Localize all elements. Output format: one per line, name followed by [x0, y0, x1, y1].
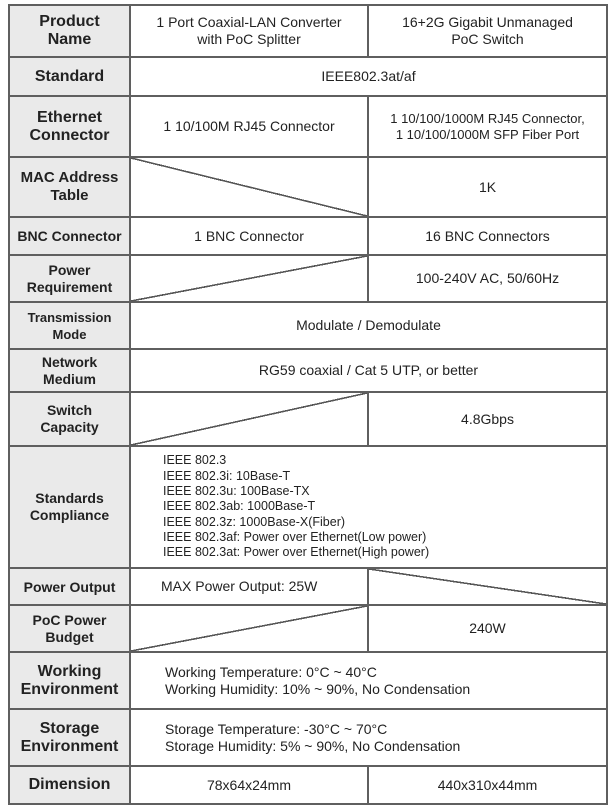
mac-address-table-col1-empty: [130, 157, 368, 217]
label-poc-power-budget: PoC Power Budget: [9, 605, 130, 652]
label-storage-environment: Storage Environment: [9, 709, 130, 766]
label-transmission-mode: Transmission Mode: [9, 302, 130, 349]
switch-capacity-col1-empty: [130, 392, 368, 446]
bnc-connector-col2: 16 BNC Connectors: [368, 217, 607, 255]
label-network-medium: Network Medium: [9, 349, 130, 392]
power-requirement-col2: 100-240V AC, 50/60Hz: [368, 255, 607, 302]
row-working-environment: [9, 652, 607, 709]
row-bnc-connector: [9, 217, 607, 255]
ethernet-connector-col2: 1 10/100/1000M RJ45 Connector, 1 10/100/1000M SFP Fiber Port: [368, 96, 607, 157]
standards-compliance-item: IEEE 802.3i: 10Base-T: [163, 468, 291, 483]
row-power-requirement: [9, 255, 607, 302]
row-product-name: [9, 5, 607, 57]
label-bnc-connector: BNC Connector: [9, 217, 130, 255]
standards-compliance-list: [130, 446, 607, 568]
label-switch-capacity: Switch Capacity: [9, 392, 130, 446]
working-environment-value: Working Temperature: 0°C ~ 40°C Working Humidity: 10% ~ 90%, No Condensation: [130, 652, 607, 709]
transmission-mode-value: Modulate / Demodulate: [130, 302, 607, 349]
network-medium-value: RG59 coaxial / Cat 5 UTP, or better: [130, 349, 607, 392]
standards-compliance-item: IEEE 802.3u: 100Base-TX: [163, 484, 310, 499]
standard-value: IEEE802.3at/af: [130, 57, 607, 96]
poc-power-budget-col2: 240W: [368, 605, 607, 652]
spec-table: [8, 4, 608, 805]
row-poc-power-budget: [9, 605, 607, 652]
ethernet-connector-col1: 1 10/100M RJ45 Connector: [130, 96, 368, 157]
row-transmission-mode: [9, 302, 607, 349]
row-storage-environment: [9, 709, 607, 766]
standards-compliance-item: IEEE 802.3at: Power over Ethernet(High power): [163, 545, 430, 560]
row-mac-address-table: [9, 157, 607, 217]
label-standards-compliance: Standards Compliance: [9, 446, 130, 568]
label-dimension: Dimension: [9, 766, 130, 804]
standards-compliance-item: IEEE 802.3af: Power over Ethernet(Low power): [163, 529, 427, 544]
row-ethernet-connector: [9, 96, 607, 157]
row-network-medium: [9, 349, 607, 392]
row-standard: [9, 57, 607, 96]
product-name-col1: 1 Port Coaxial-LAN Converter with PoC Splitter: [130, 5, 368, 57]
label-standard: Standard: [9, 57, 130, 96]
label-product-name: Product Name: [9, 5, 130, 57]
label-working-environment: Working Environment: [9, 652, 130, 709]
label-mac-address-table: MAC Address Table: [9, 157, 130, 217]
label-ethernet-connector: Ethernet Connector: [9, 96, 130, 157]
dimension-col1: 78x64x24mm: [130, 766, 368, 804]
row-standards-compliance: [9, 446, 607, 568]
standards-compliance-item: IEEE 802.3z: 1000Base-X(Fiber): [163, 514, 346, 529]
mac-address-table-col2: 1K: [368, 157, 607, 217]
power-output-col1: MAX Power Output: 25W: [130, 568, 368, 605]
storage-environment-value: Storage Temperature: -30°C ~ 70°C Storage Humidity: 5% ~ 90%, No Condensation: [130, 709, 607, 766]
power-output-col2-empty: [368, 568, 607, 605]
product-name-col2: 16+2G Gigabit Unmanaged PoC Switch: [368, 5, 607, 57]
standards-compliance-item: IEEE 802.3: [163, 453, 227, 468]
row-switch-capacity: [9, 392, 607, 446]
label-power-output: Power Output: [9, 568, 130, 605]
switch-capacity-col2: 4.8Gbps: [368, 392, 607, 446]
power-requirement-col1-empty: [130, 255, 368, 302]
row-dimension: [9, 766, 607, 804]
row-power-output: [9, 568, 607, 605]
dimension-col2: 440x310x44mm: [368, 766, 607, 804]
standards-compliance-item: IEEE 802.3ab: 1000Base-T: [163, 499, 316, 514]
bnc-connector-col1: 1 BNC Connector: [130, 217, 368, 255]
poc-power-budget-col1-empty: [130, 605, 368, 652]
label-power-requirement: Power Requirement: [9, 255, 130, 302]
